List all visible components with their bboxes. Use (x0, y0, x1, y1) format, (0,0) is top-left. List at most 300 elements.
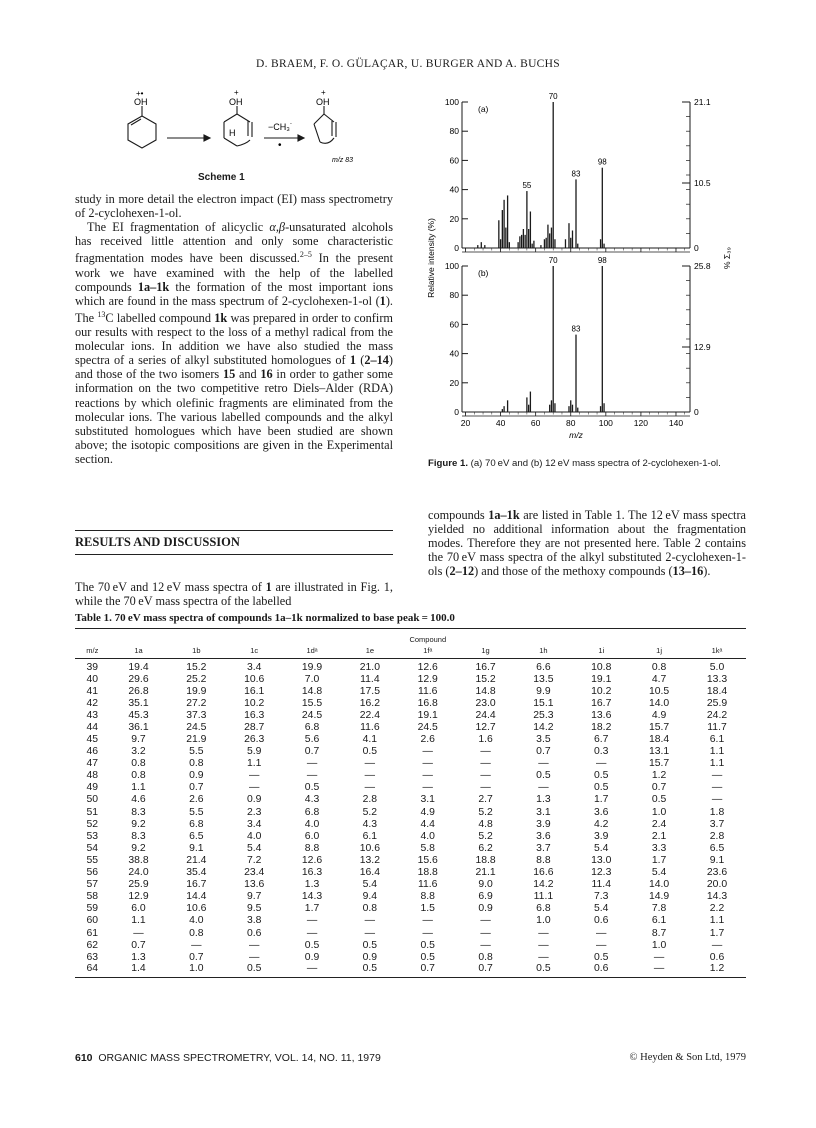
table-cell: 4.3 (304, 794, 320, 806)
table-cell: — (248, 770, 260, 782)
table-cell: 11.4 (360, 673, 380, 685)
table-cell: 1.2 (651, 770, 667, 782)
x-tick-label: 40 (495, 418, 506, 428)
table-cell: — (191, 939, 202, 951)
table-cell: 0.8 (189, 927, 204, 939)
table-cell: — (480, 927, 491, 939)
table-cell: — (711, 782, 723, 794)
table-cell: 13.2 (359, 854, 380, 866)
table-cell: — (248, 782, 260, 794)
table-cell: 14.8 (301, 685, 323, 697)
table-cell: 64 (75, 963, 110, 978)
column-header: 1i (572, 644, 630, 659)
table-cell: — (306, 915, 318, 927)
table-cell: 11.6 (417, 685, 438, 697)
table-cell: 13.6 (244, 879, 265, 891)
table-cell: 7.3 (594, 891, 609, 903)
table-cell: 6.8 (304, 806, 320, 818)
table-cell: — (596, 758, 607, 770)
table-cell: 5.4 (246, 842, 262, 854)
table-cell: 6.8 (304, 721, 320, 733)
table-row (75, 806, 746, 818)
table-row (75, 721, 746, 733)
table-cell: 3.7 (536, 842, 551, 854)
table-cell: 4.7 (651, 673, 667, 685)
table-cell: — (133, 927, 144, 939)
table-cell: 5.0 (709, 662, 725, 673)
table-cell: 1.0 (651, 939, 667, 951)
table-cell: 16.3 (301, 867, 323, 879)
table-cell: — (364, 927, 376, 939)
table-cell: 13.1 (648, 746, 670, 758)
table-cell: 0.7 (457, 963, 515, 978)
right-tick-label: 0 (694, 407, 699, 417)
table-cell: 13.3 (706, 673, 728, 685)
table-cell: 1.0 (167, 963, 225, 978)
table-row (75, 770, 746, 782)
table-cell: — (248, 939, 260, 951)
table-row (75, 951, 746, 963)
table-cell: 3.4 (246, 662, 262, 673)
table-cell: 12.9 (417, 673, 438, 685)
table-row (75, 927, 746, 939)
table-cell: 18.4 (648, 734, 670, 746)
table-cell: 5.8 (420, 842, 435, 854)
table-cell: 0.7 (536, 746, 551, 758)
table-cell: 9.1 (189, 842, 204, 854)
table-row (75, 842, 746, 854)
table-cell: — (711, 939, 723, 951)
column-header: 1h (514, 644, 572, 659)
table-cell: 2.3 (246, 806, 262, 818)
table-cell: 15.7 (648, 758, 670, 770)
table-cell: — (596, 927, 607, 939)
table-cell: 0.5 (651, 794, 667, 806)
table-cell: 1.3 (536, 794, 551, 806)
table-cell: — (711, 794, 723, 806)
table-cell: 6.1 (362, 830, 378, 842)
table-cell: 16.7 (186, 879, 207, 891)
y-tick-label: 60 (449, 319, 459, 330)
table-cell: 0.6 (246, 927, 262, 939)
results-heading: RESULTS AND DISCUSSION (75, 530, 393, 555)
table-cell: 24.0 (128, 867, 149, 879)
peak-label: 70 (548, 92, 558, 101)
table-cell: 14.2 (533, 879, 554, 891)
figure-caption: Figure 1. (a) 70 eV and (b) 12 eV mass spectra of 2-cyclohexen-1-ol. (428, 458, 721, 469)
table-cell: 43 (86, 709, 99, 721)
column-header: 1b (167, 644, 225, 659)
peak-label: 83 (571, 324, 581, 334)
table-cell: — (422, 770, 433, 782)
table-row (75, 891, 746, 903)
table-cell: 10.6 (359, 842, 380, 854)
table-cell: 24.2 (706, 709, 728, 721)
table-cell: 24.5 (186, 721, 207, 733)
peak-label: 83 (571, 169, 581, 179)
table-cell: 3.4 (246, 818, 262, 830)
table-row (75, 794, 746, 806)
table-cell: 6.0 (304, 830, 320, 842)
table-cell: 48 (86, 770, 99, 782)
table-cell: 6.6 (536, 662, 551, 673)
table-cell: 0.7 (131, 939, 146, 951)
table-cell: 0.8 (651, 662, 667, 673)
table-cell: 45.3 (128, 709, 149, 721)
table-cell: 9.0 (478, 879, 493, 891)
scheme-loss-label: −CH₃˙ (268, 122, 293, 132)
table-cell: 8.8 (304, 842, 320, 854)
table-cell: 1.7 (304, 903, 320, 915)
table-cell: 9.2 (131, 842, 146, 854)
table-cell: 0.9 (246, 794, 262, 806)
table-cell: 1.1 (131, 782, 146, 794)
column-header: 1kᵃ (688, 644, 746, 659)
table-title: Table 1. 70 eV mass spectra of compounds 1a–1k normalized to base peak = 100.0 (75, 612, 455, 624)
table-cell: 2.8 (709, 830, 725, 842)
table-cell: — (538, 939, 549, 951)
table-cell: 1.4 (110, 963, 168, 978)
table-cell: 63 (86, 951, 99, 963)
table-cell: 14.4 (186, 891, 207, 903)
table-cell: 1.0 (536, 915, 551, 927)
table-cell: 4.0 (304, 818, 320, 830)
table-cell: 14.3 (706, 891, 728, 903)
table-cell: 7.8 (651, 903, 667, 915)
table-cell: 6.1 (709, 734, 725, 746)
table-cell: 38.8 (128, 854, 149, 866)
table-cell: 9.4 (362, 891, 378, 903)
table-cell: 4.4 (420, 818, 435, 830)
table-cell: 5.4 (362, 879, 378, 891)
y-tick-label: 100 (444, 261, 459, 271)
compound-header: Compound (110, 629, 746, 645)
table-cell: 10.8 (591, 662, 612, 673)
table-row (75, 746, 746, 758)
y-tick-label: 40 (449, 184, 459, 195)
table-cell: 1.8 (709, 806, 725, 818)
table-row (75, 673, 746, 685)
table-cell: — (422, 782, 433, 794)
table-cell: 11.7 (707, 721, 727, 733)
scheme-bullet: • (278, 140, 282, 151)
table-cell: 4.6 (131, 794, 146, 806)
peak-label: 98 (597, 157, 607, 167)
table-cell: 16.3 (244, 709, 265, 721)
table-cell: 5.4 (594, 842, 609, 854)
panel-label: (a) (478, 104, 489, 114)
table-cell: 9.7 (246, 891, 262, 903)
table-cell: 53 (86, 830, 99, 842)
table-row (75, 782, 746, 794)
table-cell: 2.6 (189, 794, 204, 806)
table-cell: 25.9 (706, 697, 728, 709)
table-cell: 0.8 (478, 951, 493, 963)
table-cell: — (364, 915, 376, 927)
table-cell: 14.9 (648, 891, 670, 903)
table-cell: 5.4 (651, 867, 667, 879)
table-cell: 9.5 (246, 903, 262, 915)
table-cell: 18.4 (706, 685, 728, 697)
peak-label: 98 (597, 256, 607, 265)
y-tick-label: 0 (454, 407, 459, 417)
table-cell: 41 (86, 685, 99, 697)
right-axis-label: % Σ₃₉ (722, 246, 732, 270)
scheme-caption: Scheme 1 (198, 172, 245, 183)
table-cell: 16.6 (533, 867, 554, 879)
table-cell: 16.1 (244, 685, 265, 697)
table-cell: 0.9 (189, 770, 204, 782)
column-header: 1g (457, 644, 515, 659)
column-header: 1e (341, 644, 399, 659)
table-cell: 19.4 (128, 662, 149, 673)
table-cell: 15.7 (648, 721, 670, 733)
table-cell: 2.6 (420, 734, 435, 746)
table-cell: 2.7 (478, 794, 493, 806)
table-cell: 7.2 (246, 854, 262, 866)
table-cell: 5.5 (189, 806, 204, 818)
table-cell: 35.1 (128, 697, 149, 709)
table-cell: 0.7 (304, 746, 320, 758)
table-cell: 6.5 (189, 830, 204, 842)
table-cell: 13.6 (591, 709, 612, 721)
scheme-ring-1 (128, 116, 156, 148)
table-cell: — (596, 939, 607, 951)
table-cell: 4.0 (189, 915, 204, 927)
scheme-h-label: H (229, 128, 236, 138)
mass-spectra-figure (412, 80, 752, 470)
table-cell: — (248, 951, 260, 963)
x-tick-label: 80 (566, 418, 576, 428)
table-cell: 61 (86, 927, 99, 939)
table-cell: 0.6 (709, 951, 725, 963)
scheme-radical-label: +• (136, 89, 144, 98)
table-row (75, 659, 746, 674)
y-tick-label: 60 (449, 155, 459, 166)
table-cell: 5.5 (189, 746, 204, 758)
table-cell: 62 (86, 939, 99, 951)
table-cell: — (306, 758, 318, 770)
table-cell: 0.7 (651, 782, 667, 794)
table-cell: 22.4 (359, 709, 380, 721)
table-cell: 36.1 (128, 721, 149, 733)
results-text: The 70 eV and 12 eV mass spectra of 1 are illustrated in Fig. 1, while the 70 eV mass spectra of the labelled (75, 580, 393, 609)
table-cell: — (422, 746, 433, 758)
table-cell: 26.8 (128, 685, 149, 697)
table-cell: 0.8 (189, 758, 204, 770)
table-cell: 3.5 (536, 734, 551, 746)
table-cell: 3.6 (594, 806, 609, 818)
table-cell: — (480, 782, 491, 794)
table-cell: 2.1 (651, 830, 667, 842)
table-row (75, 903, 746, 915)
column-header: 1fᵃ (399, 644, 457, 659)
table-cell: 0.9 (478, 903, 493, 915)
footer-copyright: © Heyden & Son Ltd, 1979 (629, 1052, 746, 1063)
column-header: m/z (75, 644, 110, 659)
table-row (75, 915, 746, 927)
table-cell: 4.0 (246, 830, 262, 842)
paragraph-1: study in more detail the electron impact (EI) mass spectrometry of 2-cyclohexen-1-ol. (75, 192, 393, 221)
table-cell: 11.1 (533, 891, 554, 903)
table-cell: 1.7 (594, 794, 609, 806)
table-cell: 24.5 (417, 721, 438, 733)
table-row (75, 830, 746, 842)
table-cell: — (480, 770, 491, 782)
table-cell: 5.2 (478, 830, 493, 842)
table-row (75, 758, 746, 770)
table-row (75, 879, 746, 891)
table-cell: 12.6 (301, 854, 323, 866)
table-cell: — (630, 963, 688, 978)
table-cell: 0.5 (225, 963, 283, 978)
table-cell: 21.9 (186, 734, 207, 746)
table-cell: 18.8 (417, 867, 438, 879)
table-cell: 1.1 (246, 758, 262, 770)
table-row (75, 697, 746, 709)
table-cell: — (538, 758, 549, 770)
table-cell: — (480, 758, 491, 770)
y-tick-label: 0 (454, 243, 459, 253)
table-cell: 5.9 (246, 746, 262, 758)
table-cell: 3.9 (594, 830, 609, 842)
table-cell: — (364, 758, 376, 770)
table-cell: 0.5 (594, 782, 609, 794)
table-cell: 14.3 (301, 891, 323, 903)
x-tick-label: 100 (598, 418, 613, 428)
table-cell: 14.0 (648, 879, 670, 891)
table-cell: 19.9 (186, 685, 207, 697)
table-cell: 5.2 (478, 806, 493, 818)
table-cell: 3.8 (246, 915, 262, 927)
right-column-text: compounds 1a–1k are listed in Table 1. The 12 eV mass spectra yielded no additional information about the fragmentation modes. Therefore they are not presented here. Table 2 contains the 70 eV mass spectra of the alkyl substituted 2-cyclohexen-1-ols (2–12) and those of the methoxy compounds (13–16). (428, 508, 746, 579)
table-row (75, 818, 746, 830)
table-cell: 1.1 (131, 915, 146, 927)
table-cell: 0.5 (341, 963, 399, 978)
table-cell: 4.1 (362, 734, 378, 746)
table-cell: 40 (86, 673, 99, 685)
footer-journal: 610 ORGANIC MASS SPECTROMETRY, VOL. 14, NO. 11, 1979 (75, 1052, 381, 1064)
table-cell: 1.6 (478, 734, 493, 746)
table-cell: 15.1 (533, 697, 554, 709)
table-cell: 39 (86, 662, 99, 673)
table-cell: 9.1 (709, 854, 725, 866)
table-cell: 60 (86, 915, 99, 927)
scheme-cation-2: + (234, 88, 239, 97)
table-cell: 16.8 (417, 697, 438, 709)
table-cell: 8.7 (651, 927, 667, 939)
table-cell: 0.6 (572, 963, 630, 978)
table-cell: — (538, 782, 549, 794)
table-cell: 3.7 (709, 818, 725, 830)
table-cell: 6.5 (709, 842, 725, 854)
table-cell: 1.5 (420, 903, 435, 915)
table-row (75, 939, 746, 951)
table-cell: — (364, 782, 376, 794)
table-cell: 4.0 (420, 830, 435, 842)
table-cell: 23.0 (475, 697, 496, 709)
table-cell: 14.2 (533, 721, 554, 733)
table-cell: 57 (86, 879, 99, 891)
table-cell: 0.7 (399, 963, 457, 978)
table-cell: 23.4 (244, 867, 265, 879)
table-cell: 6.8 (189, 818, 204, 830)
table-cell: 0.5 (536, 770, 551, 782)
table-cell: 6.0 (131, 903, 146, 915)
table-cell: 28.7 (244, 721, 265, 733)
scheme-oh-1: OH (134, 97, 148, 107)
table-cell: 45 (86, 734, 99, 746)
table-cell: — (283, 963, 341, 978)
column-header: 1j (630, 644, 688, 659)
table-cell: 54 (86, 842, 99, 854)
right-tick-label: 10.5 (694, 178, 711, 188)
table-row (75, 733, 746, 745)
table-cell: 37.3 (186, 709, 207, 721)
table-cell: — (422, 758, 433, 770)
table-cell: — (364, 770, 376, 782)
table-cell: 21.4 (186, 854, 207, 866)
mass-spectra-table (75, 628, 746, 978)
left-column-text (75, 192, 393, 466)
table-cell: 2.8 (362, 794, 378, 806)
table-cell: 3.9 (536, 818, 551, 830)
table-cell: — (306, 927, 318, 939)
table-cell: 1.1 (709, 746, 725, 758)
table-cell: 3.3 (651, 842, 667, 854)
table-cell: 0.5 (420, 951, 435, 963)
table-cell: 0.5 (304, 939, 320, 951)
table-cell: 0.5 (362, 746, 378, 758)
table-cell: 11.6 (360, 721, 380, 733)
table-cell: 0.5 (362, 939, 378, 951)
table-cell: 11.4 (591, 879, 611, 891)
y-axis-label: Relative intensity (%) (426, 218, 436, 298)
table-cell: 15.6 (417, 854, 438, 866)
table-cell: 0.8 (362, 903, 378, 915)
y-tick-label: 20 (449, 377, 459, 388)
table-container (75, 628, 746, 978)
table-cell: 15.2 (475, 673, 496, 685)
table-cell: 12.6 (417, 662, 438, 673)
table-cell: 12.9 (128, 891, 149, 903)
right-tick-label: 21.1 (694, 97, 711, 107)
table-cell: 1.3 (304, 879, 320, 891)
table-cell: 44 (86, 721, 99, 733)
table-cell: 19.9 (301, 662, 323, 673)
table-cell: 4.3 (362, 818, 378, 830)
x-tick-label: 20 (460, 418, 471, 428)
table-cell: 18.8 (475, 854, 496, 866)
peak-label: 70 (548, 256, 558, 265)
table-cell: 24.5 (301, 709, 323, 721)
table-cell: 2.4 (651, 818, 667, 830)
x-tick-label: 120 (633, 418, 648, 428)
table-cell: — (480, 939, 491, 951)
table-cell: 49 (86, 782, 99, 794)
table-cell: 10.2 (244, 697, 265, 709)
table-cell: 1.1 (709, 758, 725, 770)
table-cell: — (480, 915, 491, 927)
right-tick-label: 0 (694, 243, 699, 253)
table-cell: 5.4 (594, 903, 609, 915)
table-cell: 56 (86, 867, 99, 879)
table-cell: 12.7 (475, 721, 496, 733)
table-cell: 15.5 (301, 697, 323, 709)
table-cell: 25.2 (186, 673, 207, 685)
table-cell: 51 (86, 806, 99, 818)
table-cell: 6.2 (478, 842, 493, 854)
